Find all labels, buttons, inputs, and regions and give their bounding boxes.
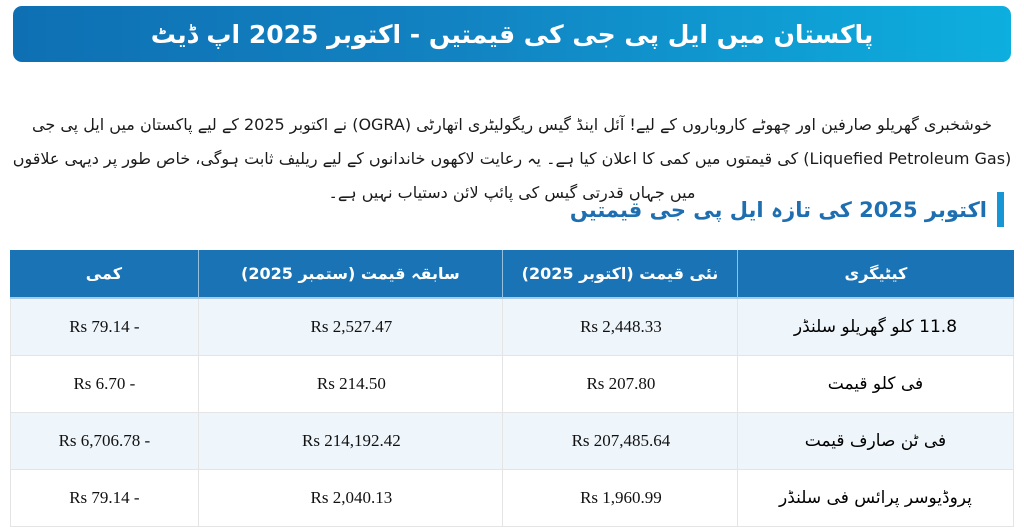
cell-category: پروڈیوسر پرائس فی سلنڈر — [738, 470, 1014, 527]
cell-new-price: Rs 2,448.33 — [503, 299, 738, 356]
cell-change: Rs 79.14 - — [10, 470, 199, 527]
cell-old-price: Rs 2,527.47 — [199, 299, 503, 356]
table-row — [10, 299, 1014, 356]
cell-new-price: Rs 207.80 — [503, 356, 738, 413]
cell-category: 11.8 کلو گھریلو سلنڈر — [738, 299, 1014, 356]
cell-old-price: Rs 214,192.42 — [199, 413, 503, 470]
accent-bar — [997, 192, 1004, 227]
cell-new-price: Rs 207,485.64 — [503, 413, 738, 470]
cell-old-price: Rs 214.50 — [199, 356, 503, 413]
table-row — [10, 356, 1014, 413]
cell-change: Rs 79.14 - — [10, 299, 199, 356]
cell-new-price: Rs 1,960.99 — [503, 470, 738, 527]
column-header-category: کیٹیگری — [738, 250, 1014, 299]
table-row — [10, 470, 1014, 527]
page-banner — [13, 6, 1011, 62]
column-header-change: کمی — [10, 250, 199, 299]
column-header-old-price: سابقہ قیمت (ستمبر 2025) — [199, 250, 503, 299]
cell-category: فی ٹن صارف قیمت — [738, 413, 1014, 470]
cell-change: Rs 6,706.78 - — [10, 413, 199, 470]
table-row — [10, 413, 1014, 470]
section-heading — [570, 192, 1004, 227]
lpg-price-table — [10, 250, 1014, 527]
intro-paragraph: خوشخبری گھریلو صارفین اور چھوٹے کاروباروں کے لیے! آئل اینڈ گیس ریگولیٹری اتھارٹی (OGRA) نے اکتوبر 2025 کے لیے پاکستان میں ایل پی جی (Liquefied Petroleum Gas) کی قیمتوں میں کمی کا اعلان کیا ہے۔ یہ رعایت لاکھوں خاندانوں کے لیے ریلیف ثابت ہوگی، خاص طور پر دیہی علاقوں میں جہاں قدرتی گیس کی پائپ لائن دستیاب نہیں ہے۔ — [12, 115, 1012, 202]
page-title: پاکستان میں ایل پی جی کی قیمتیں - اکتوبر 2025 اپ ڈیٹ — [150, 19, 874, 49]
cell-old-price: Rs 2,040.13 — [199, 470, 503, 527]
section-heading-text: اکتوبر 2025 کی تازہ ایل پی جی قیمتیں — [569, 197, 987, 222]
column-header-new-price: نئی قیمت (اکتوبر 2025) — [503, 250, 738, 299]
cell-change: Rs 6.70 - — [10, 356, 199, 413]
cell-category: فی کلو قیمت — [738, 356, 1014, 413]
table-header-row — [10, 250, 1014, 299]
